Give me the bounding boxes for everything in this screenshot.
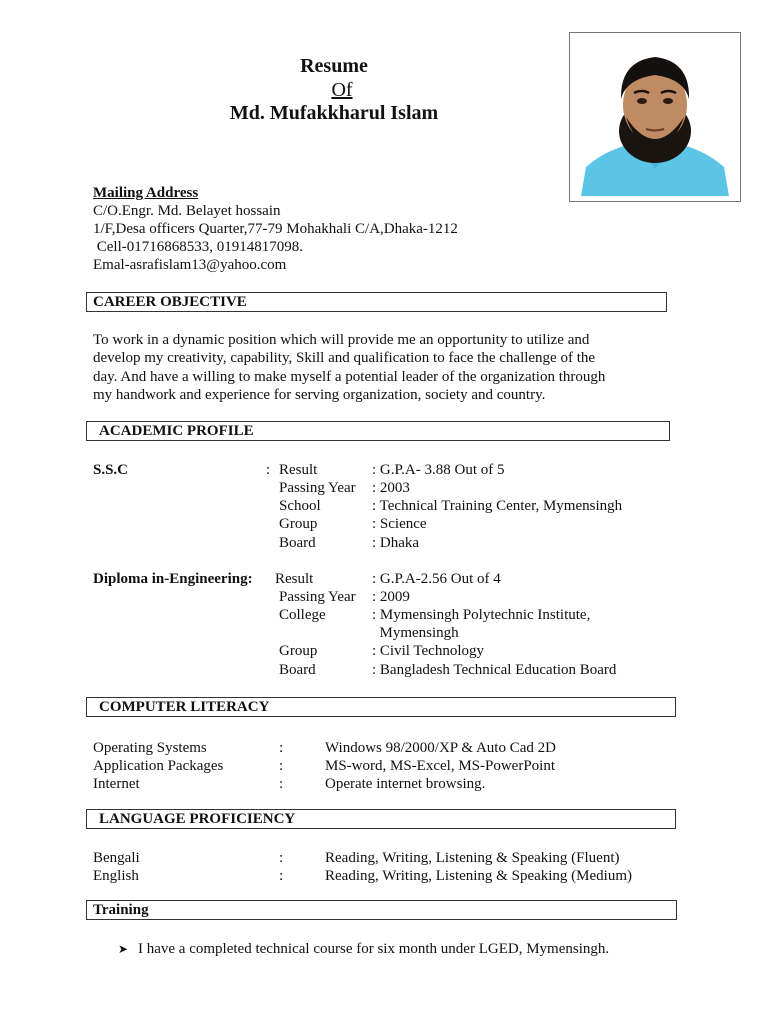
objective-line: day. And have a willing to make myself a potential leader of the organization through (93, 368, 606, 385)
ssc-value: : Technical Training Center, Mymensingh (372, 498, 623, 514)
computer-label: Application Packages (93, 758, 224, 774)
diploma-value: : Bangladesh Technical Education Board (372, 662, 617, 678)
resume-of-text: Of (331, 79, 353, 101)
computer-value: Operate internet browsing. (325, 776, 486, 792)
language-proficiency-heading: LANGUAGE PROFICIENCY (86, 809, 676, 829)
ssc-label: S.S.C (93, 462, 129, 478)
ssc-value: : Dhaka (372, 535, 420, 551)
diploma-key: Board (279, 662, 316, 678)
mailing-line-4: Emal-asrafislam13@yahoo.com (93, 257, 287, 273)
language-label: Bengali (93, 850, 140, 866)
mailing-line-2: 1/F,Desa officers Quarter,77-79 Mohakhali C/A,Dhaka-1212 (93, 221, 458, 237)
diploma-value: : Civil Technology (372, 643, 485, 659)
resume-of (0, 79, 668, 102)
ssc-key: Result (279, 462, 318, 478)
computer-literacy-heading: COMPUTER LITERACY (86, 697, 676, 717)
computer-colon: : (279, 740, 284, 756)
diploma-key: College (279, 607, 326, 623)
ssc-key: Group (279, 516, 318, 532)
mailing-address-heading: Mailing Address (93, 185, 199, 201)
computer-value: Windows 98/2000/XP & Auto Cad 2D (325, 740, 556, 756)
language-colon: : (279, 850, 284, 866)
diploma-value: : G.P.A-2.56 Out of 4 (372, 571, 501, 587)
objective-line: my handwork and experience for serving organization, society and country. (93, 386, 546, 403)
portrait-image (576, 39, 734, 196)
computer-colon: : (279, 776, 284, 792)
candidate-name: Md. Mufakkharul Islam (229, 102, 439, 124)
language-value: Reading, Writing, Listening & Speaking (Medium) (325, 868, 632, 884)
academic-profile-heading: ACADEMIC PROFILE (86, 421, 670, 441)
ssc-value: : 2003 (372, 480, 410, 496)
objective-line: develop my creativity, capability, Skill and qualification to face the challenge of the (93, 350, 596, 367)
ssc-key: School (279, 498, 321, 514)
computer-colon: : (279, 758, 284, 774)
ssc-colon: : (266, 462, 271, 478)
ssc-value: : Science (372, 516, 427, 532)
diploma-key: Result (275, 571, 314, 587)
computer-value: MS-word, MS-Excel, MS-PowerPoint (325, 758, 556, 774)
computer-label: Internet (93, 776, 140, 792)
diploma-value: : Mymensingh Polytechnic Institute, (372, 607, 591, 623)
computer-label: Operating Systems (93, 740, 207, 756)
diploma-key: Passing Year (279, 589, 356, 605)
profile-photo (569, 32, 741, 202)
objective-line: To work in a dynamic position which will provide me an opportunity to utilize and (93, 332, 590, 348)
diploma-key: Group (279, 643, 318, 659)
ssc-value: : G.P.A- 3.88 Out of 5 (372, 462, 505, 478)
language-value: Reading, Writing, Listening & Speaking (Fluent) (325, 850, 620, 866)
diploma-value-cont: Mymensingh (372, 625, 459, 641)
ssc-key: Board (279, 535, 316, 551)
diploma-value: : 2009 (372, 589, 410, 605)
diploma-label: Diploma in-Engineering: (93, 571, 253, 587)
career-objective-heading: CAREER OBJECTIVE (86, 292, 667, 312)
resume-title: Resume (300, 55, 368, 77)
mailing-line-3: Cell-01716868533, 01914817098. (93, 239, 303, 255)
language-colon: : (279, 868, 284, 884)
language-label: English (93, 868, 139, 884)
training-text: I have a completed technical course for six month under LGED, Mymensingh. (138, 941, 610, 957)
career-objective-text (93, 331, 675, 404)
training-bullet (118, 940, 609, 958)
mailing-line-1: C/O.Engr. Md. Belayet hossain (93, 203, 281, 219)
ssc-key: Passing Year (279, 480, 356, 496)
arrow-bullet-icon: ➤ (118, 942, 129, 956)
training-heading: Training (86, 900, 677, 920)
